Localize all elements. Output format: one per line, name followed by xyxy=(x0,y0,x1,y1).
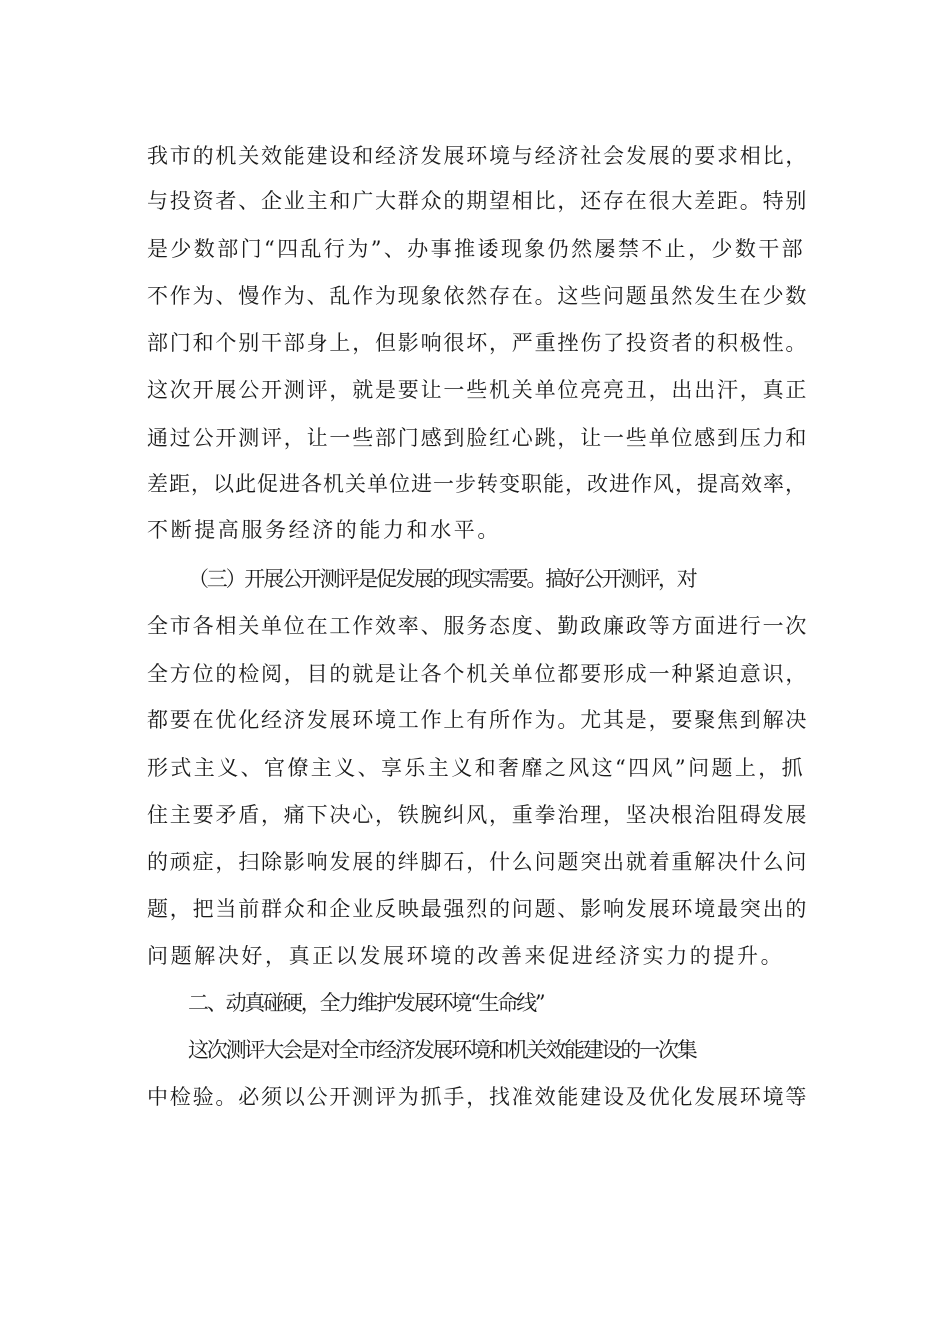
text-line: 部门和个别干部身上，但影响很坏，严重挫伤了投资者的积极性。 xyxy=(147,331,809,355)
text-line: 全市各相关单位在工作效率、服务态度、勤政廉政等方面进行一次 xyxy=(147,614,809,638)
text-line: 住主要矛盾，痛下决心，铁腕纠风，重拳治理，坚决根治阻碍发展 xyxy=(147,803,809,827)
text-line: 问题解决好，真正以发展环境的改善来促进经济实力的提升。 xyxy=(147,944,785,968)
text-line: 形式主义、官僚主义、享乐主义和奢靡之风这“四风”问题上，抓 xyxy=(147,756,806,780)
text-line: 不断提高服务经济的能力和水平。 xyxy=(147,518,501,542)
text-line: 的顽症，扫除影响发展的绊脚石，什么问题突出就着重解决什么问 xyxy=(147,850,809,874)
text-line: 不作为、慢作为、乱作为现象依然存在。这些问题虽然发生在少数 xyxy=(147,284,809,308)
text-line: 与投资者、企业主和广大群众的期望相比，还存在很大差距。特别 xyxy=(147,189,809,213)
text-line: 通过公开测评，让一些部门感到脸红心跳，让一些单位感到压力和 xyxy=(147,426,809,450)
text-line: 这次测评大会是对全市经济发展环境和机关效能建设的一次集 xyxy=(188,1038,696,1062)
text-line: 我市的机关效能建设和经济发展环境与经济社会发展的要求相比， xyxy=(147,144,809,168)
section-heading: 二、动真碰硬，全力维护发展环境“生命线” xyxy=(188,991,544,1015)
text-line: 全方位的检阅，目的就是让各个机关单位都要形成一种紧迫意识， xyxy=(147,662,809,686)
text-line: 差距，以此促进各机关单位进一步转变职能，改进作风，提高效率， xyxy=(147,472,807,496)
text-line: 是少数部门“四乱行为”、办事推诿现象仍然屡禁不止，少数干部 xyxy=(147,237,806,261)
section-heading-paragraph: （三）开展公开测评是促发展的现实需要。搞好公开测评，对 xyxy=(188,567,696,591)
text-line: 题，把当前群众和企业反映最强烈的问题、影响发展环境最突出的 xyxy=(147,897,809,921)
text-line: 都要在优化经济发展环境工作上有所作为。尤其是，要聚焦到解决 xyxy=(147,708,809,732)
text-line: 这次开展公开测评，就是要让一些机关单位亮亮丑，出出汗，真正 xyxy=(147,378,809,402)
text-line: 中检验。必须以公开测评为抓手，找准效能建设及优化发展环境等 xyxy=(147,1085,809,1109)
